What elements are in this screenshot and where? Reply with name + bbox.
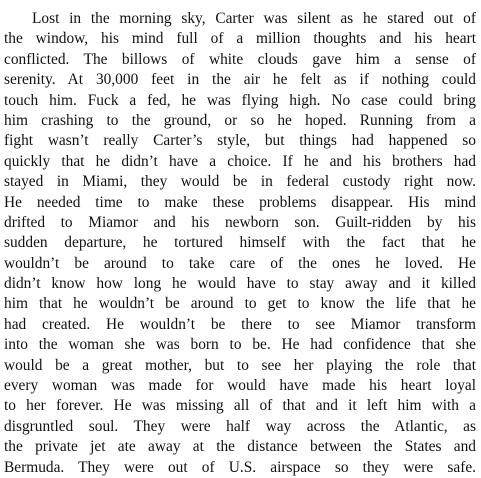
body-paragraph bbox=[4, 9, 476, 478]
text-line-10: He needed time to make these problems disappear. His mind bbox=[4, 193, 476, 211]
text-line-2: the window, his mind full of a million thoughts and his heart bbox=[4, 30, 476, 48]
text-line-9: stayed in Miami, they would be in federal custody right now. bbox=[4, 173, 476, 191]
text-line-8: quickly that he didn’t have a choice. If he and his brothers had bbox=[4, 152, 476, 170]
text-line-7: fight wasn’t really Carter’s style, but things had happened so bbox=[4, 132, 476, 150]
text-line-16: had created. He wouldn’t be there to see Miamor transform bbox=[4, 315, 476, 333]
text-line-17: into the woman she was born to be. He had confidence that she bbox=[4, 336, 476, 354]
text-line-11: drifted to Miamor and his newborn son. Guilt-ridden by his bbox=[4, 213, 476, 231]
text-line-15: him that he wouldn’t be around to get to know the life that he bbox=[4, 295, 476, 313]
text-line-1: Lost in the morning sky, Carter was silent as he stared out of bbox=[32, 10, 476, 27]
text-line-19: every woman was made for would have made his heart loyal bbox=[4, 377, 476, 395]
text-line-14: didn’t know how long he would have to stay away and it killed bbox=[4, 275, 476, 293]
text-line-6: him crashing to the ground, or so he hoped. Running from a bbox=[4, 111, 476, 129]
text-line-5: touch him. Fuck a fed, he was flying high. No case could bring bbox=[4, 91, 476, 109]
text-line-18: would be a great mother, but to see her playing the role that bbox=[4, 356, 476, 374]
text-line-21: disgruntled soul. They were half way across the Atlantic, as bbox=[4, 417, 476, 435]
text-line-20: to her forever. He was missing all of that and it left him with a bbox=[4, 397, 476, 415]
text-line-22: the private jet ate away at the distance between the States and bbox=[4, 438, 476, 456]
text-line-4: serenity. At 30,000 feet in the air he felt as if nothing could bbox=[4, 71, 476, 89]
text-line-13: wouldn’t be around to take care of the ones he loved. He bbox=[4, 254, 476, 272]
text-line-23: Bermuda. They were out of U.S. airspace so they were safe. bbox=[4, 458, 476, 476]
text-line-3: conflicted. The billows of white clouds gave him a sense of bbox=[4, 50, 476, 68]
document-page bbox=[4, 9, 476, 478]
text-line-12: sudden departure, he tortured himself with the fact that he bbox=[4, 234, 476, 252]
